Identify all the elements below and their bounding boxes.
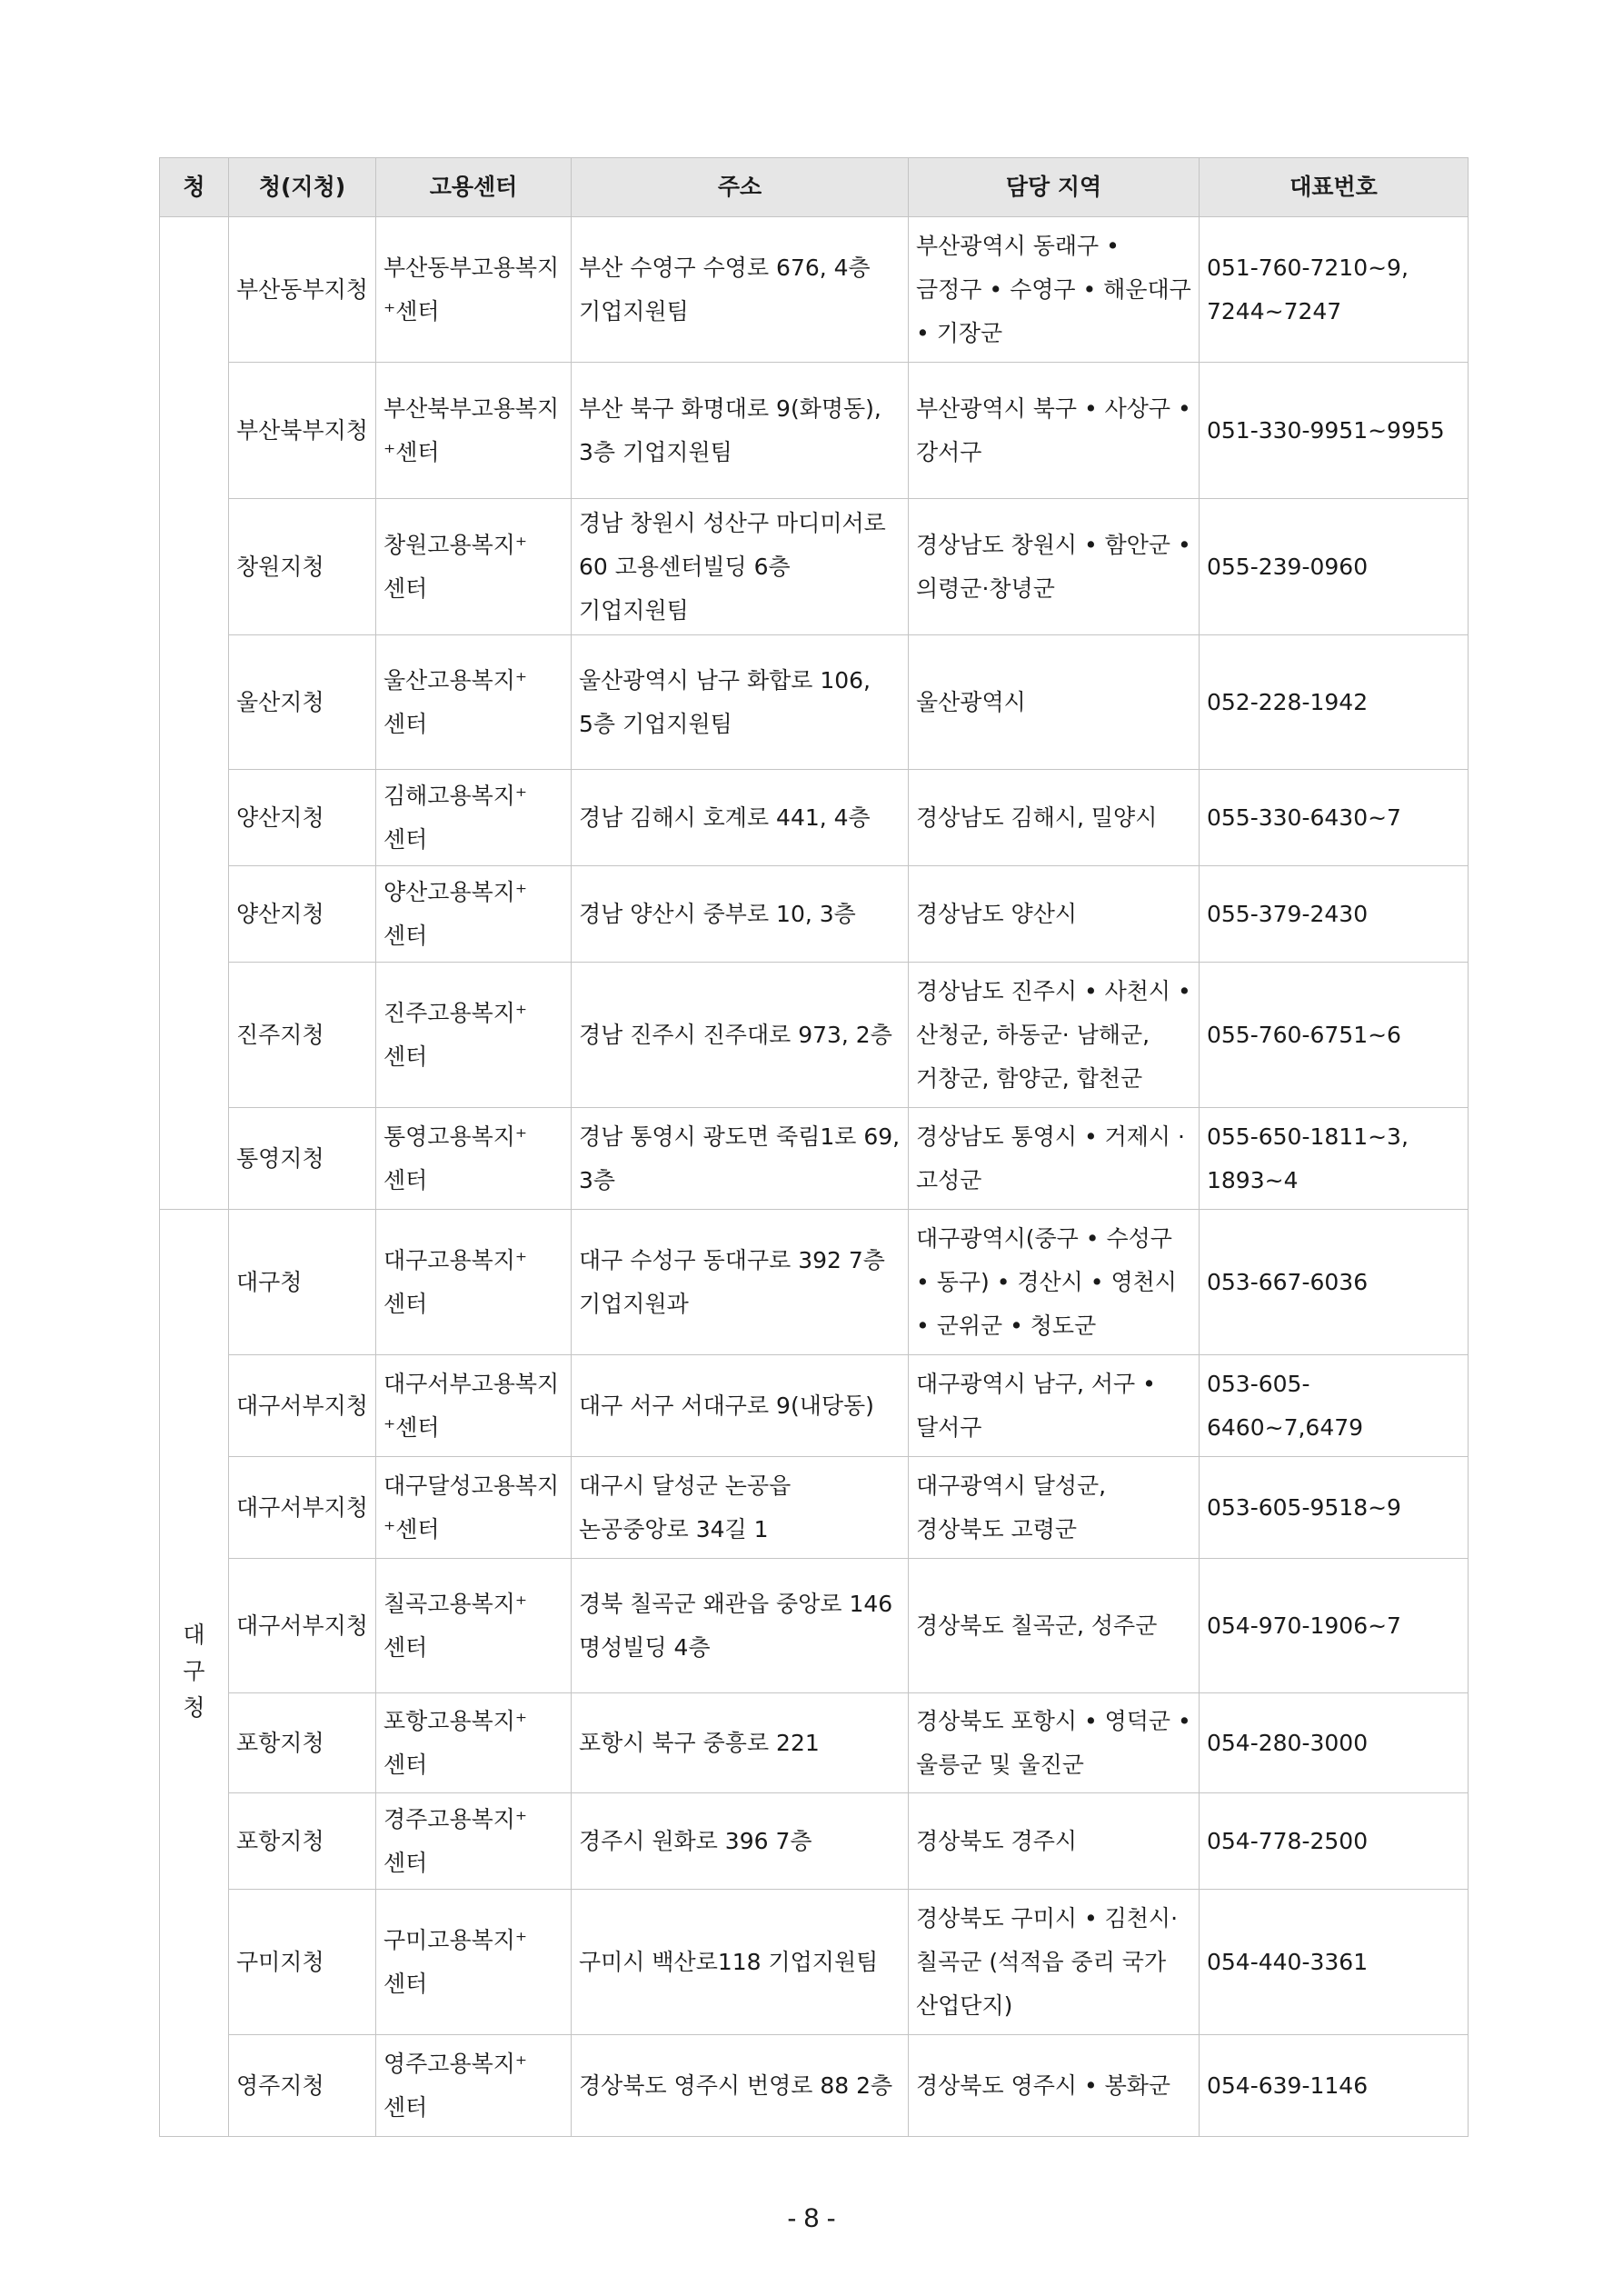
branch-cell: 대구서부지청: [229, 1355, 376, 1457]
address-cell: 경남 진주시 진주대로 973, 2층: [572, 963, 909, 1108]
area-cell: 경상북도 포항시 • 영덕군 • 울릉군 및 울진군: [909, 1693, 1200, 1793]
address-cell: 울산광역시 남구 화합로 106, 5층 기업지원팀: [572, 635, 909, 770]
branch-cell: 진주지청: [229, 963, 376, 1108]
center-cell: 양산고용복지⁺센터: [376, 866, 572, 963]
area-cell: 대구광역시 남구, 서구 • 달서구: [909, 1355, 1200, 1457]
table-row: [160, 2035, 1469, 2137]
phone-cell: 051-330-9951~9955: [1200, 363, 1469, 499]
employment-center-table: [159, 157, 1469, 2137]
branch-cell: 포항지청: [229, 1793, 376, 1890]
phone-cell: 052-228-1942: [1200, 635, 1469, 770]
phone-cell: 053-667-6036: [1200, 1210, 1469, 1355]
area-cell: 경상북도 구미시 • 김천시· 칠곡군 (석적읍 중리 국가 산업단지): [909, 1890, 1200, 2035]
table-row: [160, 1890, 1469, 2035]
center-cell: 경주고용복지⁺센터: [376, 1793, 572, 1890]
area-cell: 경상북도 경주시: [909, 1793, 1200, 1890]
area-cell: 경상남도 김해시, 밀양시: [909, 770, 1200, 866]
phone-cell: 055-760-6751~6: [1200, 963, 1469, 1108]
address-cell: 경남 김해시 호계로 441, 4층: [572, 770, 909, 866]
table-row: [160, 1693, 1469, 1793]
table-row: [160, 1210, 1469, 1355]
table-header-row: [160, 158, 1469, 217]
header-phone: 대표번호: [1200, 158, 1469, 217]
header-area: 담당 지역: [909, 158, 1200, 217]
center-cell: 통영고용복지⁺센터: [376, 1108, 572, 1210]
address-cell: 대구 수성구 동대구로 392 7층 기업지원과: [572, 1210, 909, 1355]
area-cell: 울산광역시: [909, 635, 1200, 770]
area-cell: 경상북도 영주시 • 봉화군: [909, 2035, 1200, 2137]
address-cell: 부산 북구 화명대로 9(화명동), 3층 기업지원팀: [572, 363, 909, 499]
phone-cell: 055-330-6430~7: [1200, 770, 1469, 866]
table-row: [160, 1793, 1469, 1890]
page-number: - 8 -: [787, 2203, 836, 2233]
phone-cell: 055-379-2430: [1200, 866, 1469, 963]
center-cell: 대구서부고용복지⁺센터: [376, 1355, 572, 1457]
table-row: [160, 635, 1469, 770]
address-cell: 대구 서구 서대구로 9(내당동): [572, 1355, 909, 1457]
area-cell: 대구광역시(중구 • 수성구 • 동구) • 경산시 • 영천시 • 군위군 • 청도군: [909, 1210, 1200, 1355]
center-cell: 진주고용복지⁺센터: [376, 963, 572, 1108]
branch-cell: 대구청: [229, 1210, 376, 1355]
address-cell: 대구시 달성군 논공읍 논공중앙로 34길 1: [572, 1457, 909, 1559]
address-cell: 경남 양산시 중부로 10, 3층: [572, 866, 909, 963]
table-row: [160, 499, 1469, 635]
branch-cell: 구미지청: [229, 1890, 376, 2035]
header-branch: 청(지청): [229, 158, 376, 217]
center-cell: 영주고용복지⁺센터: [376, 2035, 572, 2137]
phone-cell: 055-239-0960: [1200, 499, 1469, 635]
center-cell: 대구달성고용복지⁺센터: [376, 1457, 572, 1559]
area-cell: 부산광역시 동래구 • 금정구 • 수영구 • 해운대구 • 기장군: [909, 217, 1200, 363]
center-cell: 김해고용복지⁺센터: [376, 770, 572, 866]
table-row: [160, 1355, 1469, 1457]
center-cell: 부산동부고용복지⁺센터: [376, 217, 572, 363]
center-cell: 포항고용복지⁺센터: [376, 1693, 572, 1793]
phone-cell: 054-639-1146: [1200, 2035, 1469, 2137]
branch-cell: 부산북부지청: [229, 363, 376, 499]
region-cell: [160, 217, 229, 1210]
table-row: [160, 1457, 1469, 1559]
branch-cell: 양산지청: [229, 866, 376, 963]
area-cell: 경상북도 칠곡군, 성주군: [909, 1559, 1200, 1693]
header-center: 고용센터: [376, 158, 572, 217]
phone-cell: 055-650-1811~3, 1893~4: [1200, 1108, 1469, 1210]
branch-cell: 울산지청: [229, 635, 376, 770]
branch-cell: 부산동부지청: [229, 217, 376, 363]
address-cell: 포항시 북구 중흥로 221: [572, 1693, 909, 1793]
phone-cell: 053-605-6460~7,6479: [1200, 1355, 1469, 1457]
address-cell: 경주시 원화로 396 7층: [572, 1793, 909, 1890]
address-cell: 경상북도 영주시 번영로 88 2층: [572, 2035, 909, 2137]
table-row: [160, 1108, 1469, 1210]
area-cell: 경상남도 창원시 • 함안군 • 의령군·창녕군: [909, 499, 1200, 635]
address-cell: 구미시 백산로118 기업지원팀: [572, 1890, 909, 2035]
phone-cell: 054-778-2500: [1200, 1793, 1469, 1890]
table-row: [160, 866, 1469, 963]
center-cell: 칠곡고용복지⁺센터: [376, 1559, 572, 1693]
center-cell: 부산북부고용복지⁺센터: [376, 363, 572, 499]
phone-cell: 054-440-3361: [1200, 1890, 1469, 2035]
center-cell: 울산고용복지⁺센터: [376, 635, 572, 770]
phone-cell: 053-605-9518~9: [1200, 1457, 1469, 1559]
branch-cell: 양산지청: [229, 770, 376, 866]
address-cell: 경남 통영시 광도면 죽림1로 69, 3층: [572, 1108, 909, 1210]
area-cell: 경상남도 진주시 • 사천시 • 산청군, 하동군· 남해군, 거창군, 함양군, 합천군: [909, 963, 1200, 1108]
address-cell: 경북 칠곡군 왜관읍 중앙로 146 명성빌딩 4층: [572, 1559, 909, 1693]
area-cell: 대구광역시 달성군, 경상북도 고령군: [909, 1457, 1200, 1559]
phone-cell: 054-280-3000: [1200, 1693, 1469, 1793]
region-cell: [160, 1210, 229, 2137]
center-cell: 창원고용복지⁺센터: [376, 499, 572, 635]
area-cell: 부산광역시 북구 • 사상구 • 강서구: [909, 363, 1200, 499]
branch-cell: 포항지청: [229, 1693, 376, 1793]
area-cell: 경상남도 양산시: [909, 866, 1200, 963]
address-cell: 부산 수영구 수영로 676, 4층 기업지원팀: [572, 217, 909, 363]
center-cell: 대구고용복지⁺센터: [376, 1210, 572, 1355]
area-cell: 경상남도 통영시 • 거제시 · 고성군: [909, 1108, 1200, 1210]
address-cell: 경남 창원시 성산구 마디미서로 60 고용센터빌딩 6층 기업지원팀: [572, 499, 909, 635]
center-cell: 구미고용복지⁺센터: [376, 1890, 572, 2035]
header-address: 주소: [572, 158, 909, 217]
phone-cell: 054-970-1906~7: [1200, 1559, 1469, 1693]
region-label: 대구청: [183, 1621, 205, 1721]
branch-cell: 영주지청: [229, 2035, 376, 2137]
header-region: 청: [160, 158, 229, 217]
table-row: [160, 217, 1469, 363]
table-row: [160, 963, 1469, 1108]
table-row: [160, 363, 1469, 499]
table-row: [160, 1559, 1469, 1693]
phone-cell: 051-760-7210~9, 7244~7247: [1200, 217, 1469, 363]
table-row: [160, 770, 1469, 866]
branch-cell: 대구서부지청: [229, 1457, 376, 1559]
branch-cell: 대구서부지청: [229, 1559, 376, 1693]
branch-cell: 통영지청: [229, 1108, 376, 1210]
branch-cell: 창원지청: [229, 499, 376, 635]
